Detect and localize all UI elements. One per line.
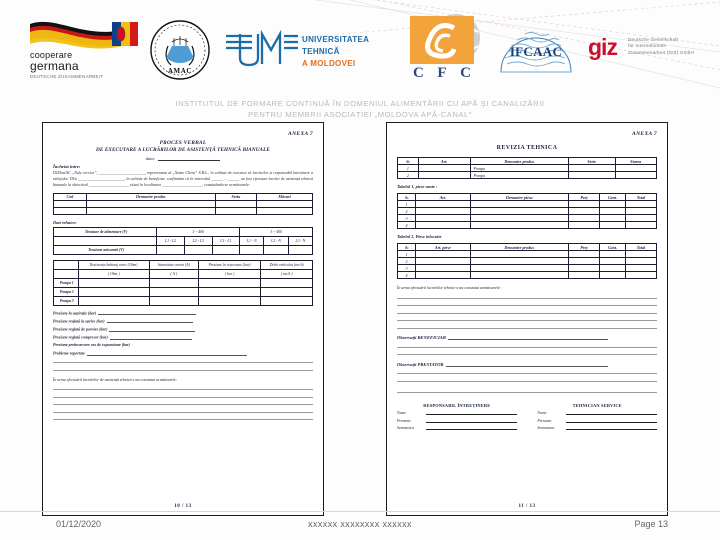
table-header-row xyxy=(398,244,657,251)
cell[interactable] xyxy=(198,296,261,305)
cell[interactable] xyxy=(78,278,149,287)
signature-block-responsabil xyxy=(397,403,517,431)
col-nr: № xyxy=(398,244,416,251)
cell[interactable] xyxy=(625,258,656,265)
cell[interactable] xyxy=(261,296,313,305)
cell[interactable] xyxy=(600,215,626,222)
pump-unit-spacer xyxy=(54,269,79,278)
sig-label: Semnatura xyxy=(397,426,414,431)
right-title: REVIZIA TEHNICA xyxy=(496,145,558,151)
footer-page-number: Page 13 xyxy=(634,519,668,529)
logo-ifcaac xyxy=(495,20,577,82)
amac-label: AMAC xyxy=(167,67,193,75)
cell[interactable] xyxy=(416,201,470,208)
voltage-label-supply: Tensiune de alimentare (V) xyxy=(54,227,157,236)
sig-label: Semnatura xyxy=(537,426,555,431)
footer-center-text: xxxxxx xxxxxxxx xxxxxx xyxy=(308,519,412,529)
cell[interactable] xyxy=(470,208,568,215)
blank-rule[interactable] xyxy=(53,390,313,398)
sig-field-nume[interactable] xyxy=(397,410,517,415)
cell[interactable]: 4 xyxy=(398,272,416,279)
cell[interactable] xyxy=(54,207,87,214)
voltage-col-l1l2: L1 - L2 xyxy=(157,236,185,245)
cell[interactable] xyxy=(418,172,470,179)
cell[interactable]: 2 xyxy=(398,258,416,265)
left-date-line[interactable] xyxy=(53,155,313,161)
table-row[interactable] xyxy=(398,222,657,229)
sig-field-prenume[interactable] xyxy=(397,418,517,423)
pump-unit-row xyxy=(54,269,313,278)
left-anexa-label: ANEXA 7 xyxy=(288,131,313,137)
table-row[interactable] xyxy=(398,251,657,258)
voltage-col-l2l3: L2 - L3 xyxy=(184,236,212,245)
table-row[interactable] xyxy=(54,278,313,287)
cell[interactable] xyxy=(86,200,215,207)
institute-title-line-2: PENTRU MEMBRII ASOCIAȚIEI „MOLDOVA APĂ-CANAL” xyxy=(248,110,472,119)
field-label: Presiune reglată la oprire (bar) xyxy=(53,318,105,324)
blank-rule[interactable] xyxy=(397,374,657,382)
cell[interactable] xyxy=(416,222,470,229)
table-header-row xyxy=(398,158,657,165)
pump-col-rezistenta: Rezistența bobinaj rotor (Ohm) xyxy=(78,260,149,269)
blank-rule[interactable] xyxy=(53,413,313,421)
utm-monogram-icon xyxy=(222,26,300,72)
logo-giz xyxy=(588,36,710,70)
partner-logo-bar xyxy=(0,0,720,96)
field-presiune-aspiratie[interactable] xyxy=(53,310,313,316)
cell[interactable] xyxy=(625,265,656,272)
document-page-left[interactable] xyxy=(42,122,324,516)
sig-field-semnatura[interactable] xyxy=(397,425,517,430)
tabel2-caption: Tabelul 2, Piese înlocuite xyxy=(397,234,442,239)
voltage-col-header-row xyxy=(54,236,313,245)
table-row[interactable] xyxy=(398,215,657,222)
col-total: Total xyxy=(625,194,656,201)
field-label: Presiune reglată compresor (bar) xyxy=(53,334,108,340)
logo-amac xyxy=(148,18,212,82)
cell[interactable] xyxy=(470,265,568,272)
signature-divider xyxy=(397,392,657,393)
col-nr: № xyxy=(398,158,419,165)
table-row[interactable] xyxy=(54,200,313,207)
cell[interactable] xyxy=(568,165,615,172)
logo-line-zusammenarbeit: DEUTSCHE ZUSAMMENARBEIT xyxy=(30,74,104,79)
blank-rule[interactable] xyxy=(397,314,657,322)
blank-rule[interactable] xyxy=(53,383,313,391)
cell[interactable] xyxy=(215,207,256,214)
table-row[interactable] xyxy=(398,208,657,215)
logo-cfc xyxy=(400,8,492,88)
col-cant: Cant. xyxy=(600,244,626,251)
cell[interactable] xyxy=(54,200,87,207)
signature-block-tehnician xyxy=(537,403,657,431)
col-masuri: Măsuri xyxy=(257,193,313,200)
field-label: Presiune reglată de pornire (bar) xyxy=(53,326,108,332)
observatii-beneficiar-block[interactable] xyxy=(397,335,657,356)
col-serie: Serie xyxy=(568,158,615,165)
giz-subtitle xyxy=(628,37,694,56)
pump-measurement-grid[interactable] xyxy=(53,260,313,306)
col-nr: № xyxy=(398,194,416,201)
giz-line-1: Deutsche Gesellschaft xyxy=(628,37,679,42)
cell[interactable] xyxy=(198,287,261,296)
sig-title-responsabil: RESPONSABIL ÎNTREȚINERE xyxy=(423,402,491,408)
cell[interactable] xyxy=(184,245,212,254)
table-row[interactable] xyxy=(398,165,657,172)
cell[interactable] xyxy=(149,287,198,296)
blank-rule[interactable] xyxy=(397,348,657,356)
logo-utm xyxy=(222,26,378,74)
revizia-tehnica-document xyxy=(387,123,667,515)
table-header-row xyxy=(54,193,313,200)
cell[interactable]: 3 xyxy=(398,265,416,272)
left-title-line-2: DE EXECUTARE A LUCRĂRILOR DE ASISTENȚĂ TEHNICĂ BIANUALE xyxy=(96,147,270,153)
field-presiune-oprire[interactable] xyxy=(53,318,313,324)
cell[interactable] xyxy=(625,272,656,279)
cell[interactable] xyxy=(86,207,215,214)
cell[interactable] xyxy=(615,172,656,179)
blank-rule[interactable] xyxy=(53,398,313,406)
cell[interactable] xyxy=(615,165,656,172)
proces-verbal-document xyxy=(43,123,323,515)
cell[interactable]: 1 xyxy=(398,251,416,258)
table-row[interactable] xyxy=(54,287,313,296)
cell[interactable] xyxy=(625,251,656,258)
cell[interactable] xyxy=(264,245,288,254)
blank-rule[interactable] xyxy=(397,291,657,299)
pump-col-intensitate: Intensitate curent (A) xyxy=(149,260,198,269)
cfc-letter-1: C xyxy=(413,65,424,81)
cell[interactable] xyxy=(470,272,568,279)
col-pret: Preț xyxy=(568,244,599,251)
cell[interactable] xyxy=(240,245,264,254)
cell[interactable] xyxy=(600,265,626,272)
sig-field-prenume[interactable] xyxy=(537,418,657,423)
tabel1-piese-uzate[interactable] xyxy=(397,193,657,229)
col-starea: Starea xyxy=(615,158,656,165)
cell[interactable] xyxy=(470,251,568,258)
cell[interactable] xyxy=(261,278,313,287)
blank-rule[interactable] xyxy=(397,299,657,307)
cfc-letter-3: C xyxy=(460,65,471,81)
cell[interactable] xyxy=(600,258,626,265)
table-row[interactable] xyxy=(398,172,657,179)
pump-col-presiune: Presiune în rețea max (bar) xyxy=(198,260,261,269)
cell[interactable] xyxy=(257,200,313,207)
cell[interactable] xyxy=(625,208,656,215)
sig-label: Nume xyxy=(397,411,407,416)
cell[interactable]: 1 xyxy=(398,201,416,208)
obs-prestator-label: Observații PRESTATOR xyxy=(397,361,444,367)
logo-line-cooperare: cooperare xyxy=(30,50,73,60)
cell[interactable] xyxy=(625,222,656,229)
cell[interactable] xyxy=(568,251,599,258)
cell[interactable] xyxy=(157,245,185,254)
voltage-label-measured: Tensiune măsurată (V) xyxy=(54,245,157,254)
left-closing-text: În urma efectuării lucrărilor de asistență tehnică s-au constatat următoarele: xyxy=(53,376,178,382)
utm-line-2: A MOLDOVEI xyxy=(302,59,356,68)
sig-field-nume[interactable] xyxy=(537,410,657,415)
table-row[interactable] xyxy=(398,265,657,272)
cell[interactable] xyxy=(470,222,568,229)
left-intro-label: Încheiat între: xyxy=(53,164,81,169)
left-intro-text: Dl/Dna/SC „Nule service”, _______________________, reprezentant al „Nume Client” S.R.L., în calitate de executor al lucrărilor și responsabil întreținere a utilajului. Dl/a _______________________, în calitate de beneficiar, confirmăm că în intervalul ______ – ______ au fost efectuate lucrări de asistență tehnică bianuale la obiectivul ____________________ situat în localitatea ____________________, constatându-se următoarele: xyxy=(53,170,313,188)
voltage-col-l3l1: L3 - L1 xyxy=(212,236,240,245)
left-main-table[interactable] xyxy=(53,193,313,215)
logo-line-germana: germana xyxy=(30,59,79,73)
blank-rule[interactable] xyxy=(53,356,313,364)
field-label: Presiune preîncarcare vas de expansiune (bar) xyxy=(53,342,130,348)
cfc-letter-2: F xyxy=(437,65,447,81)
voltage-group-2: 3 ~ 400 xyxy=(240,227,313,236)
cell[interactable]: 1 xyxy=(398,165,419,172)
field-label: Presiune la aspirație (bar) xyxy=(53,310,97,316)
cell[interactable] xyxy=(198,278,261,287)
cell[interactable] xyxy=(149,296,198,305)
col-denumire-produs: Denumire produs xyxy=(86,193,215,200)
ifcaac-label: IFCAAC xyxy=(509,44,563,59)
cell[interactable] xyxy=(149,278,198,287)
cell[interactable] xyxy=(600,272,626,279)
cell[interactable]: 3 xyxy=(398,215,416,222)
cell[interactable] xyxy=(416,265,470,272)
signature-area xyxy=(397,403,657,431)
cell[interactable] xyxy=(288,245,312,254)
pump-spacer xyxy=(54,260,79,269)
document-page-right[interactable] xyxy=(386,122,668,516)
cell[interactable] xyxy=(568,172,615,179)
cell[interactable] xyxy=(470,201,568,208)
cell[interactable] xyxy=(600,222,626,229)
field-presiune-expansiune[interactable] xyxy=(53,342,313,347)
institute-title xyxy=(60,98,660,120)
tabel2-piese-inlocuite[interactable] xyxy=(397,243,657,279)
field-label: Probleme raportate xyxy=(53,350,85,356)
col-seria: Seria xyxy=(215,193,256,200)
pump-unit-mch: ( mc/h ) xyxy=(261,269,313,278)
cell[interactable] xyxy=(257,207,313,214)
col-art: Art. xyxy=(416,194,470,201)
pump-unit-a: ( A ) xyxy=(149,269,198,278)
blank-rule[interactable] xyxy=(53,405,313,413)
voltage-row-measured[interactable] xyxy=(54,245,313,254)
right-page-number: 11 / 13 xyxy=(518,504,536,509)
cell[interactable] xyxy=(625,215,656,222)
voltage-col-l2n: L2 - N xyxy=(264,236,288,245)
cell[interactable] xyxy=(212,245,240,254)
cooperare-germana-wordmark xyxy=(30,50,140,80)
cell[interactable] xyxy=(418,165,470,172)
col-pret: Preț xyxy=(568,194,599,201)
cell[interactable] xyxy=(416,251,470,258)
cell[interactable] xyxy=(600,201,626,208)
cell[interactable] xyxy=(568,258,599,265)
pump-unit-bar: ( bar ) xyxy=(198,269,261,278)
cell[interactable] xyxy=(78,296,149,305)
pump-header-row xyxy=(54,260,313,269)
cell[interactable] xyxy=(416,215,470,222)
table-row[interactable] xyxy=(398,201,657,208)
german-flag-wave-icon xyxy=(28,18,138,52)
table-row[interactable] xyxy=(398,272,657,279)
blank-rule[interactable] xyxy=(397,367,657,375)
col-denumire-piesa: Denumire piesa xyxy=(470,194,568,201)
voltage-col-l3n: L3 - N xyxy=(288,236,312,245)
slide-footer xyxy=(0,511,720,540)
right-top-table[interactable] xyxy=(397,157,657,179)
cell[interactable] xyxy=(416,258,470,265)
utm-line-1: UNIVERSITATEA TEHNICĂ xyxy=(302,35,369,56)
col-cod: Cod xyxy=(54,193,87,200)
cell[interactable] xyxy=(470,258,568,265)
cell[interactable] xyxy=(568,265,599,272)
col-art: Art. xyxy=(418,158,470,165)
table-row[interactable] xyxy=(54,207,313,214)
obs-beneficiar-label: Observații BENEFICIAR xyxy=(397,335,446,341)
cfc-orange-square xyxy=(410,16,474,64)
blank-rule[interactable] xyxy=(53,363,313,371)
giz-line-2: für Internationale xyxy=(628,43,667,49)
left-page-number: 10 / 13 xyxy=(174,504,192,509)
pump-row-label-2: Pompa 2 xyxy=(54,287,79,296)
col-cant: Cant. xyxy=(600,194,626,201)
sig-label: Prenume xyxy=(397,418,411,423)
pump-row-label-1: Pompa 1 xyxy=(54,278,79,287)
voltage-group-1: 3 ~ 400 xyxy=(157,227,240,236)
blank-rule[interactable] xyxy=(397,306,657,314)
col-denumire-produs: Denumire produs xyxy=(470,244,568,251)
giz-wordmark: giz xyxy=(588,34,617,60)
cell[interactable] xyxy=(215,200,256,207)
sig-title-tehnician: TEHNICIAN SERVICE xyxy=(572,402,622,408)
cell[interactable]: Pompa xyxy=(470,172,568,179)
left-title-line-1: PROCES VERBAL xyxy=(159,140,207,146)
voltage-spacer xyxy=(54,236,157,245)
table-header-row xyxy=(398,194,657,201)
cell[interactable] xyxy=(78,287,149,296)
field-presiune-compresor[interactable] xyxy=(53,334,313,340)
right-anexa-label: ANEXA 7 xyxy=(632,131,657,137)
field-presiune-pornire[interactable] xyxy=(53,326,313,332)
tabel1-caption: Tabelul 1, piese uzate : xyxy=(397,184,438,189)
left-subsection-date-tehnice: Date tehnice: xyxy=(53,219,77,225)
logo-cooperare-germana xyxy=(18,16,144,84)
blank-rule[interactable] xyxy=(397,321,657,329)
cell[interactable] xyxy=(568,201,599,208)
col-total: Total xyxy=(625,244,656,251)
cell[interactable]: Pompa xyxy=(470,165,568,172)
cell[interactable] xyxy=(568,222,599,229)
blank-rule[interactable] xyxy=(397,340,657,348)
cell[interactable]: 2 xyxy=(398,172,419,179)
cell[interactable] xyxy=(568,208,599,215)
cell[interactable] xyxy=(568,272,599,279)
cell[interactable] xyxy=(261,287,313,296)
sig-label: Nume xyxy=(537,411,547,416)
right-note-text: În urma efectuării lucrărilor tehnice s-au constatat următoarele: xyxy=(397,285,501,290)
pump-row-label-3: Pompa 3 xyxy=(54,296,79,305)
sig-field-semnatura[interactable] xyxy=(537,425,657,430)
cell[interactable] xyxy=(416,208,470,215)
cell[interactable]: 4 xyxy=(398,222,416,229)
sig-label: Prenume xyxy=(537,418,552,423)
utm-wordmark xyxy=(302,34,378,70)
table-row[interactable] xyxy=(398,258,657,265)
giz-line-3: Zusammenarbeit (GIZ) GmbH xyxy=(628,49,695,55)
cell[interactable] xyxy=(470,215,568,222)
voltage-col-l1n: L1 - N xyxy=(240,236,264,245)
cell[interactable] xyxy=(625,201,656,208)
pump-unit-ohm: ( Ohm ) xyxy=(78,269,149,278)
voltage-row-supply xyxy=(54,227,313,236)
cell[interactable] xyxy=(600,208,626,215)
pump-col-debit: Debit vehiculat (mc/h) xyxy=(261,260,313,269)
cell[interactable] xyxy=(568,215,599,222)
voltage-grid[interactable] xyxy=(53,227,313,255)
footer-date: 01/12/2020 xyxy=(56,519,102,529)
institute-title-line-1: INSTITUTUL DE FORMARE CONTINUĂ ÎN DOMENIUL ALIMENTĂRII CU APĂ ȘI CANALIZĂRII xyxy=(175,99,545,108)
col-denumire-produs: Denumire produs xyxy=(470,158,568,165)
cell[interactable] xyxy=(416,272,470,279)
left-date-label: data: xyxy=(145,156,156,161)
cell[interactable]: 2 xyxy=(398,208,416,215)
observatii-prestator-block[interactable] xyxy=(397,361,657,382)
left-field-list xyxy=(53,310,313,371)
table-row[interactable] xyxy=(54,296,313,305)
cell[interactable] xyxy=(600,251,626,258)
cfc-letters xyxy=(410,65,474,82)
col-art-piese: Art. piese xyxy=(416,244,470,251)
